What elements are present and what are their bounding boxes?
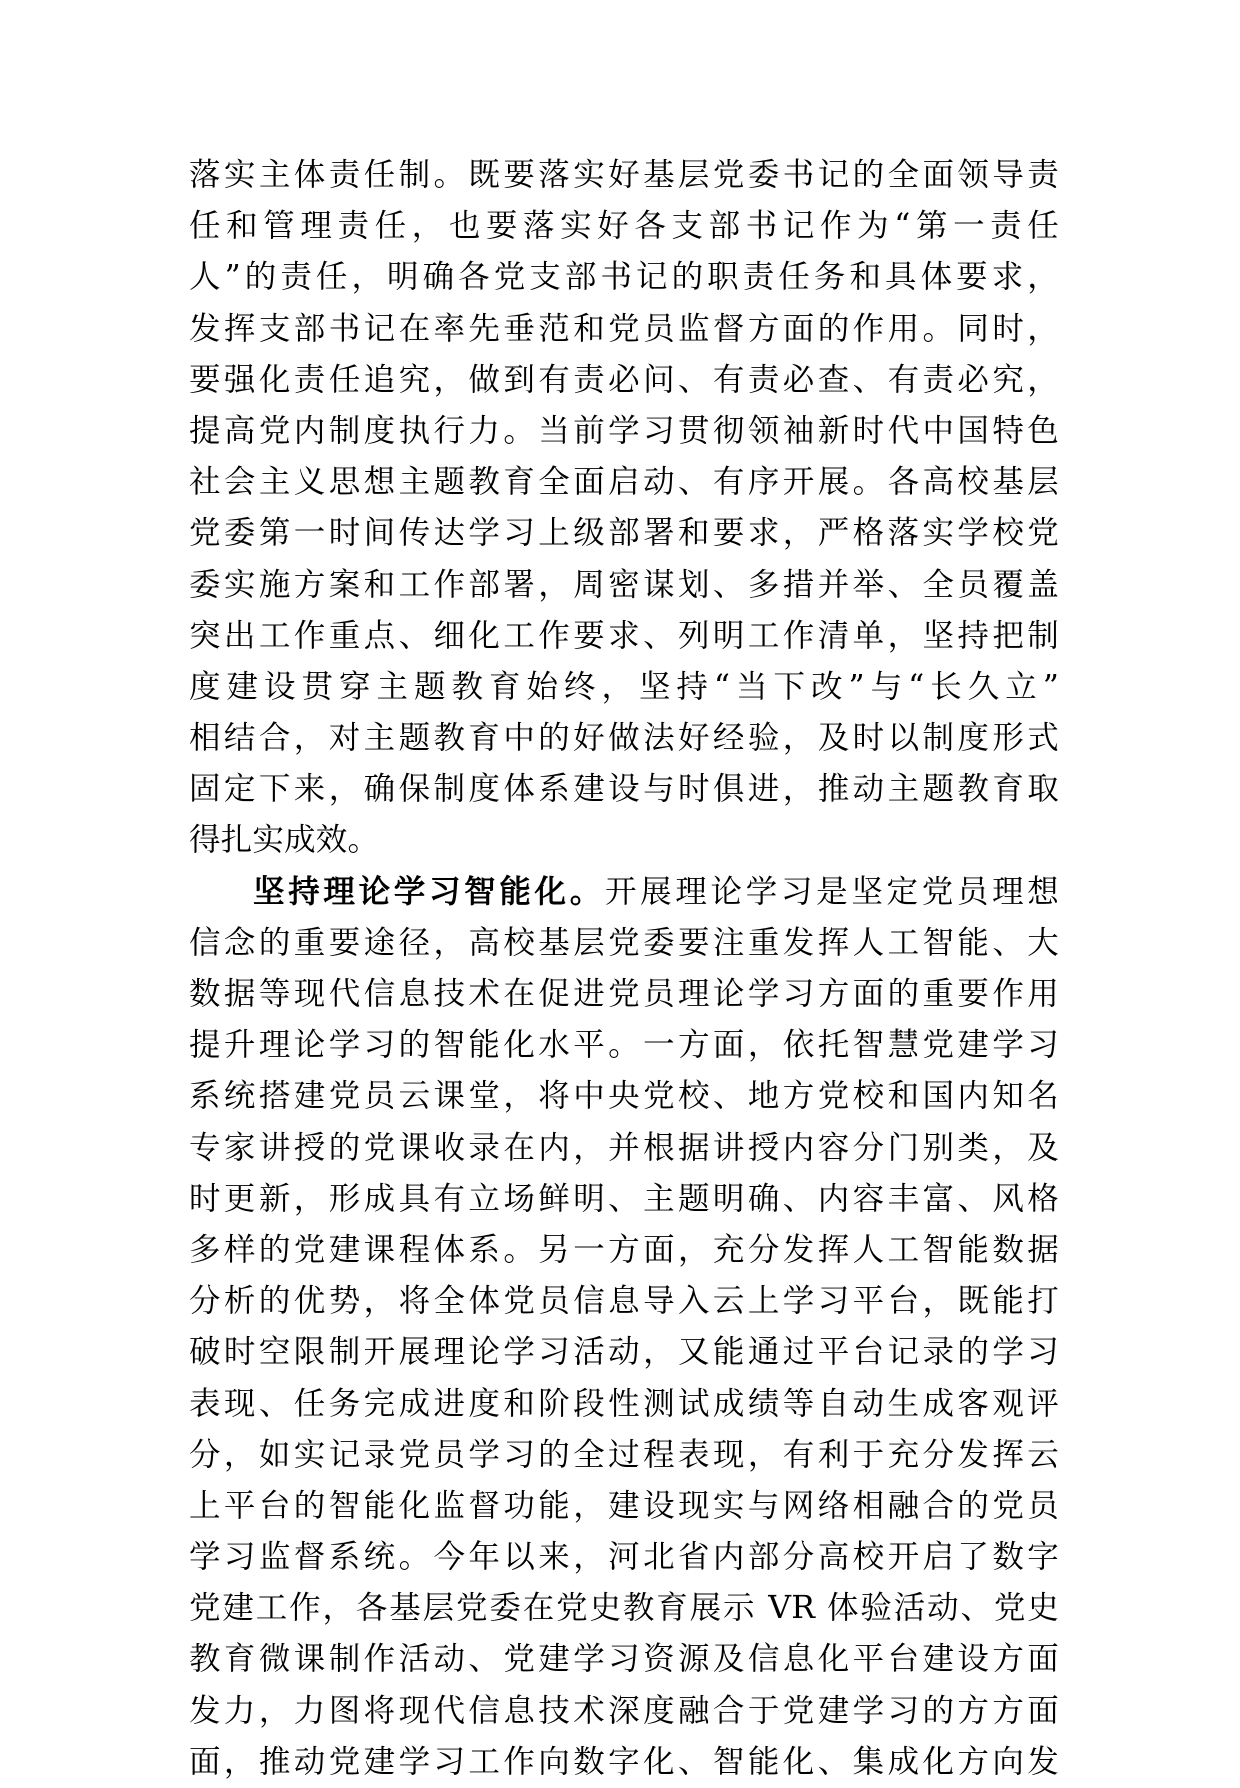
text-line: 分析的优势，将全体党员信息导入云上学习平台，既能打 <box>189 1283 1059 1320</box>
text-line: 学习监督系统。今年以来，河北省内部分高校开启了数字 <box>189 1539 1059 1576</box>
text-line: 分，如实记录党员学习的全过程表现，有利于充分发挥云 <box>189 1436 1059 1473</box>
text-line: 突出工作重点、细化工作要求、列明工作清单，坚持把制 <box>189 617 1059 654</box>
paragraph-first-line <box>189 867 1059 918</box>
text-line: 表现、任务完成进度和阶段性测试成绩等自动生成客观评 <box>189 1385 1059 1422</box>
text-line: 相结合，对主题教育中的好做法好经验，及时以制度形式 <box>189 720 1059 757</box>
text-line: 信念的重要途径，高校基层党委要注重发挥人工智能、大 <box>189 924 1059 961</box>
text-line: 固定下来，确保制度体系建设与时俱进，推动主题教育取 <box>189 771 1059 808</box>
text-line: 上平台的智能化监督功能，建设现实与网络相融合的党员 <box>189 1487 1059 1524</box>
text-line: 得扎实成效。 <box>189 822 380 859</box>
text-line: 党建工作，各基层党委在党史教育展示 VR 体验活动、党史 <box>189 1590 1059 1627</box>
text-line: 党委第一时间传达学习上级部署和要求，严格落实学校党 <box>189 515 1059 552</box>
text-line: 教育微课制作活动、党建学习资源及信息化平台建设方面 <box>189 1641 1059 1678</box>
text-line: 社会主义思想主题教育全面启动、有序开展。各高校基层 <box>189 464 1059 501</box>
text-line: 发力，力图将现代信息技术深度融合于党建学习的方方面 <box>189 1692 1059 1729</box>
paragraph-intelligent-learning <box>189 867 1059 1788</box>
text-line: 任和管理责任，也要落实好各支部书记作为“第一责任 <box>189 208 1059 245</box>
text-line: 提高党内制度执行力。当前学习贯彻领袖新时代中国特色 <box>189 412 1059 449</box>
text-line: 委实施方案和工作部署，周密谋划、多措并举、全员覆盖 <box>189 566 1059 603</box>
text-segment: 开展理论学习是坚定党员理想 <box>604 873 1059 910</box>
text-line: 面，推动党建学习工作向数字化、智能化、集成化方向发 <box>189 1743 1059 1780</box>
text-line: 提升理论学习的智能化水平。一方面，依托智慧党建学习 <box>189 1027 1059 1064</box>
text-line: 多样的党建课程体系。另一方面，充分发挥人工智能数据 <box>189 1231 1059 1268</box>
text-line: 人”的责任，明确各党支部书记的职责任务和具体要求， <box>189 259 1059 296</box>
text-line: 系统搭建党员云课堂，将中央党校、地方党校和国内知名 <box>189 1078 1059 1115</box>
text-line: 度建设贯穿主题教育始终，坚持“当下改”与“长久立” <box>189 668 1059 705</box>
document-page <box>189 150 1059 1788</box>
paragraph-responsibility <box>189 150 1059 867</box>
text-line: 数据等现代信息技术在促进党员理论学习方面的重要作用 <box>189 976 1059 1012</box>
text-line: 专家讲授的党课收录在内，并根据讲授内容分门别类，及 <box>189 1129 1059 1166</box>
paragraph-lead-heading: 坚持理论学习智能化。 <box>253 873 605 910</box>
text-line: 发挥支部书记在率先垂范和党员监督方面的作用。同时， <box>189 310 1059 347</box>
text-line: 要强化责任追究，做到有责必问、有责必查、有责必究， <box>189 361 1059 398</box>
text-line: 落实主体责任制。既要落实好基层党委书记的全面领导责 <box>189 157 1059 193</box>
text-line: 时更新，形成具有立场鲜明、主题明确、内容丰富、风格 <box>189 1180 1059 1217</box>
text-line: 破时空限制开展理论学习活动，又能通过平台记录的学习 <box>189 1334 1059 1371</box>
